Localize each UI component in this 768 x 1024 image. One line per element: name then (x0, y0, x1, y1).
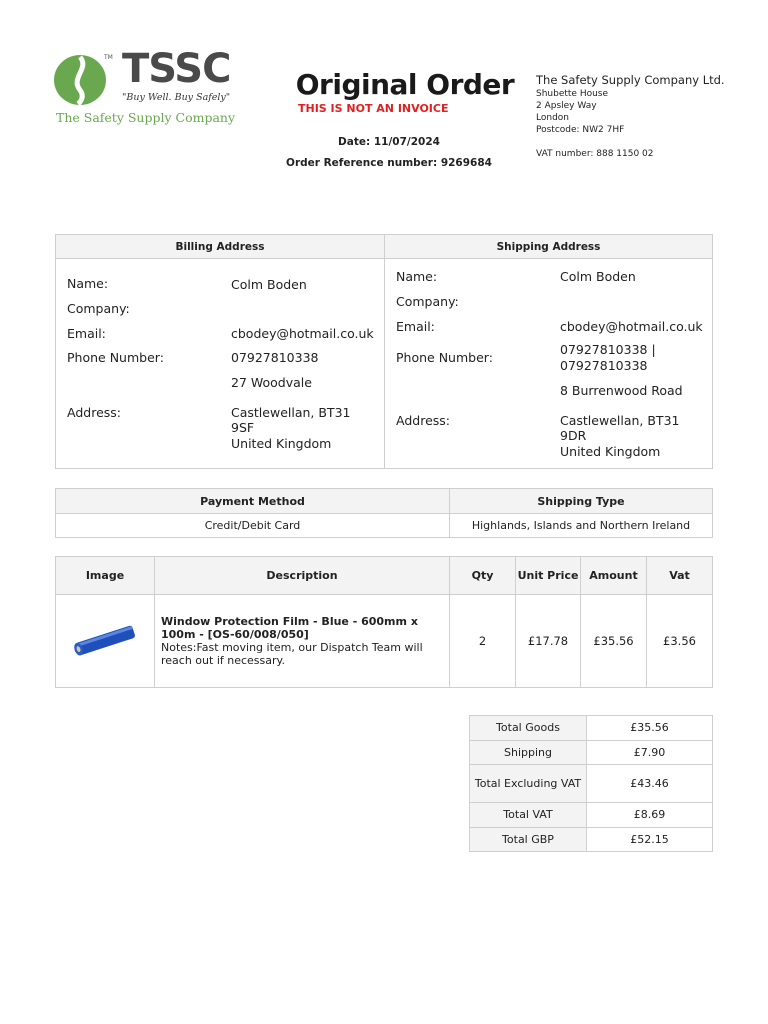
payment-table (55, 488, 713, 538)
leaf-logo-icon (54, 54, 106, 106)
billing-address-line: 9SF (231, 420, 255, 435)
billing-company-label: Company: (67, 301, 130, 316)
shipping-email-label: Email: (396, 319, 435, 334)
billing-phone-label: Phone Number: (67, 350, 164, 365)
billing-address-line: Castlewellan, BT31 (231, 405, 351, 420)
billing-address-line: 27 Woodvale (231, 375, 312, 390)
company-logo (54, 46, 244, 132)
shipping-phone-value: 07927810338 | (560, 342, 656, 357)
totals-table (469, 715, 713, 852)
billing-address-header: Billing Address (56, 235, 384, 259)
supplier-address-line: 2 Apsley Way (536, 101, 597, 111)
col-header-qty: Qty (450, 557, 516, 595)
logo-company-name: The Safety Supply Company (56, 110, 236, 125)
not-invoice-warning: THIS IS NOT AN INVOICE (298, 102, 449, 115)
logo-tagline: "Buy Well. Buy Safely" (122, 92, 231, 103)
address-section (55, 234, 713, 469)
film-roll-image (69, 620, 141, 660)
payment-method-header: Payment Method (56, 489, 450, 514)
shipping-type-header: Shipping Type (450, 489, 713, 514)
shipping-type-value: Highlands, Islands and Northern Ireland (450, 514, 713, 538)
billing-address-country: United Kingdom (231, 436, 332, 451)
logo-brand-text: TSSC (122, 46, 231, 92)
shipping-email-value: cbodey@hotmail.co.uk (560, 319, 703, 334)
supplier-address-line: London (536, 113, 569, 123)
billing-email-value: cbodey@hotmail.co.uk (231, 326, 374, 341)
shipping-company-label: Company: (396, 294, 459, 309)
shipping-name-label: Name: (396, 269, 438, 284)
product-name: Window Protection Film - Blue - 600mm x 100m - [OS-60/008/050] (161, 615, 418, 641)
col-header-vat: Vat (647, 557, 713, 595)
totals-row (470, 827, 713, 852)
shipping-address-country: United Kingdom (560, 444, 661, 459)
shipping-phone-value: 07927810338 (560, 358, 648, 373)
order-items-table (55, 556, 713, 688)
product-description-cell (155, 595, 450, 688)
supplier-vat-number: VAT number: 888 1150 02 (536, 149, 654, 159)
payment-method-value: Credit/Debit Card (56, 514, 450, 538)
order-date: Date: 11/07/2024 (338, 136, 440, 148)
shipping-address-header: Shipping Address (385, 235, 712, 259)
shipping-label: Shipping (470, 740, 587, 765)
shipping-value: £7.90 (587, 740, 713, 765)
total-excluding-vat-value: £43.46 (587, 765, 713, 803)
total-excluding-vat-label: Total Excluding VAT (470, 765, 587, 803)
unit-price-cell: £17.78 (516, 595, 581, 688)
totals-row (470, 803, 713, 828)
totals-row (470, 740, 713, 765)
totals-row (470, 765, 713, 803)
shipping-name-value: Colm Boden (560, 269, 636, 284)
total-gbp-value: £52.15 (587, 827, 713, 852)
order-meta (270, 132, 508, 174)
billing-address-label: Address: (67, 405, 121, 420)
col-header-unit-price: Unit Price (516, 557, 581, 595)
shipping-address-label: Address: (396, 413, 450, 428)
shipping-address-line: 9DR (560, 428, 587, 443)
total-goods-label: Total Goods (470, 716, 587, 741)
col-header-description: Description (155, 557, 450, 595)
billing-email-label: Email: (67, 326, 106, 341)
document-title-block (290, 68, 520, 115)
supplier-postcode: Postcode: NW2 7HF (536, 125, 625, 135)
total-goods-value: £35.56 (587, 716, 713, 741)
product-image-cell (56, 595, 155, 688)
product-notes: Notes:Fast moving item, our Dispatch Team will reach out if necessary. (161, 641, 423, 667)
shipping-address (384, 235, 712, 468)
col-header-amount: Amount (581, 557, 647, 595)
billing-name-label: Name: (67, 276, 109, 291)
trademark-mark: TM (104, 54, 113, 61)
supplier-name: The Safety Supply Company Ltd. (536, 73, 725, 87)
total-vat-value: £8.69 (587, 803, 713, 828)
table-row (56, 595, 713, 688)
vat-cell: £3.56 (647, 595, 713, 688)
order-reference: Order Reference number: 9269684 (286, 157, 492, 169)
total-vat-label: Total VAT (470, 803, 587, 828)
totals-row (470, 716, 713, 741)
billing-address (56, 235, 384, 468)
total-gbp-label: Total GBP (470, 827, 587, 852)
document-title: Original Order (295, 68, 515, 101)
col-header-image: Image (56, 557, 155, 595)
billing-phone-value: 07927810338 (231, 350, 319, 365)
qty-cell: 2 (450, 595, 516, 688)
shipping-phone-label: Phone Number: (396, 350, 493, 365)
amount-cell: £35.56 (581, 595, 647, 688)
billing-name-value: Colm Boden (231, 277, 307, 292)
supplier-address-line: Shubette House (536, 89, 609, 99)
shipping-address-line: Castlewellan, BT31 (560, 413, 680, 428)
supplier-details (536, 72, 725, 160)
shipping-address-line: 8 Burrenwood Road (560, 383, 683, 398)
